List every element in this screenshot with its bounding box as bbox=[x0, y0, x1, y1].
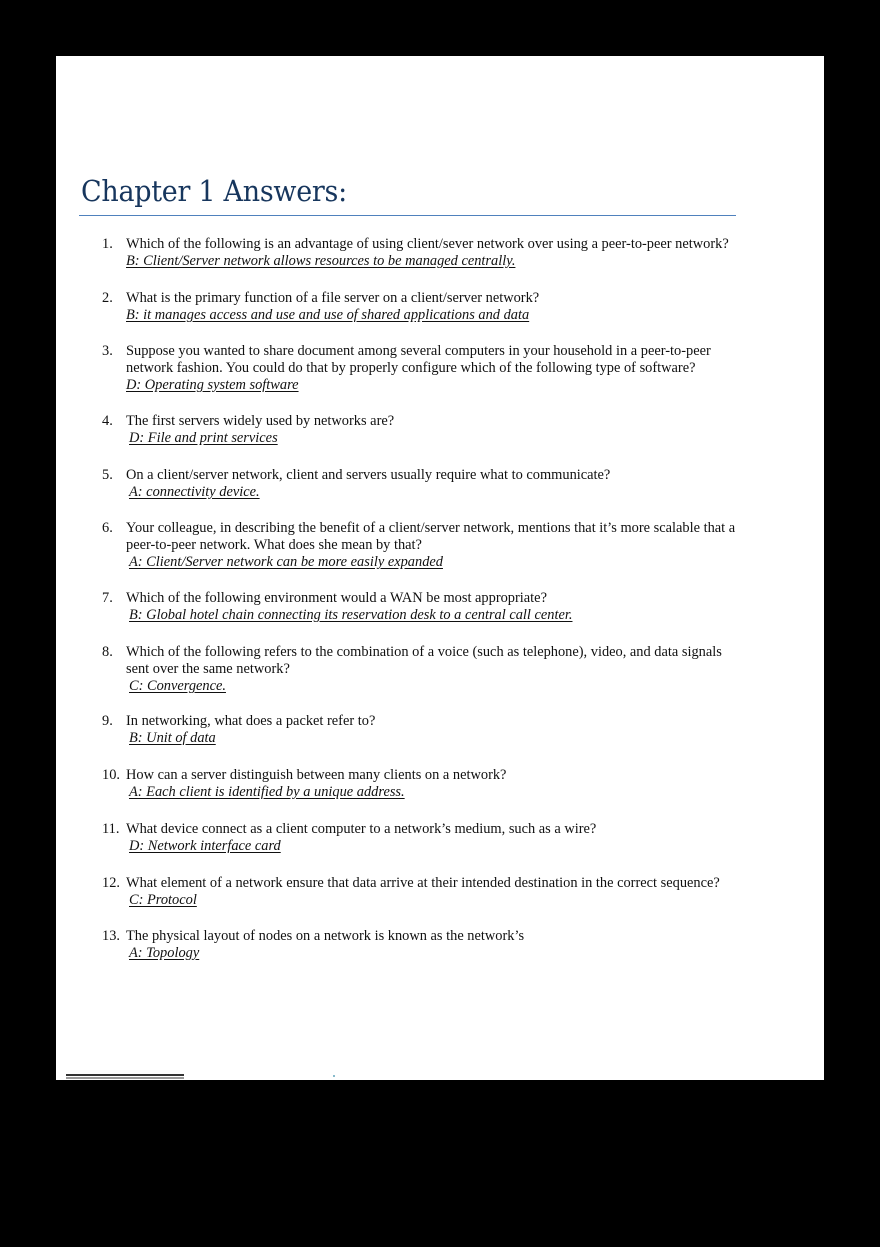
question-item-1 bbox=[102, 236, 742, 270]
question-text: Which of the following refers to the combination of a voice (such as telephone), video, and data signals sent over the same network? bbox=[126, 644, 722, 677]
question-text: What element of a network ensure that data arrive at their intended destination in the correct sequence? bbox=[126, 875, 720, 891]
question-text: On a client/server network, client and servers usually require what to communicate? bbox=[126, 467, 611, 483]
question-item-2 bbox=[102, 290, 742, 324]
question-text: Your colleague, in describing the benefit of a client/server network, mentions that it’s more scalable that a peer-to-peer network. What does she mean by that? bbox=[126, 520, 736, 553]
question-text: What is the primary function of a file server on a client/server network? bbox=[126, 290, 540, 306]
answer-text: B: Client/Server network allows resources to be managed centrally. bbox=[126, 253, 516, 269]
answer-text: D: File and print services bbox=[129, 430, 278, 446]
answer-text: D: Network interface card bbox=[129, 838, 281, 854]
question-number: 8. bbox=[102, 644, 113, 660]
title-underline-rule bbox=[79, 215, 736, 216]
question-number: 10. bbox=[102, 767, 120, 783]
document-page bbox=[56, 56, 824, 1080]
answer-text: C: Convergence. bbox=[129, 678, 226, 694]
question-number: 1. bbox=[102, 236, 113, 252]
question-text: Suppose you wanted to share document among several computers in your household in a peer-to-peer network fashion. You could do that by properly configure which of the following type of software? bbox=[126, 343, 711, 376]
question-number: 7. bbox=[102, 590, 113, 606]
question-text: The first servers widely used by networks are? bbox=[126, 413, 395, 429]
question-item-5 bbox=[102, 467, 742, 501]
answer-text: B: Unit of data bbox=[129, 730, 216, 746]
question-number: 11. bbox=[102, 821, 120, 837]
question-text: The physical layout of nodes on a network is known as the network’s bbox=[126, 928, 525, 944]
question-item-11 bbox=[102, 821, 742, 855]
question-number: 3. bbox=[102, 343, 113, 359]
question-item-4 bbox=[102, 413, 742, 447]
answer-text: A: Topology bbox=[129, 945, 200, 961]
answer-text: C: Protocol bbox=[129, 892, 197, 908]
question-text: How can a server distinguish between many clients on a network? bbox=[126, 767, 507, 783]
question-item-10 bbox=[102, 767, 742, 801]
question-item-12 bbox=[102, 875, 742, 909]
answer-text: B: it manages access and use and use of shared applications and data bbox=[126, 307, 530, 323]
answer-text: D: Operating system software bbox=[126, 377, 299, 393]
page-title: Chapter 1 Answers: bbox=[81, 174, 347, 208]
question-item-6 bbox=[102, 520, 742, 571]
question-number: 13. bbox=[102, 928, 120, 944]
question-number: 9. bbox=[102, 713, 113, 729]
question-item-8 bbox=[102, 644, 742, 695]
question-text: Which of the following environment would a WAN be most appropriate? bbox=[126, 590, 547, 606]
question-item-9 bbox=[102, 713, 742, 747]
answer-text: A: Client/Server network can be more easily expanded bbox=[129, 554, 443, 570]
answer-text: A: Each client is identified by a unique address. bbox=[129, 784, 405, 800]
footer-rule bbox=[66, 1074, 184, 1079]
footer-mark bbox=[333, 1075, 335, 1077]
answer-text: A: connectivity device. bbox=[129, 484, 260, 500]
question-item-7 bbox=[102, 590, 742, 624]
question-text: In networking, what does a packet refer to? bbox=[126, 713, 376, 729]
question-text: Which of the following is an advantage of using client/sever network over using a peer-to-peer network? bbox=[126, 236, 729, 252]
answer-text: B: Global hotel chain connecting its reservation desk to a central call center. bbox=[129, 607, 573, 623]
question-number: 6. bbox=[102, 520, 113, 536]
question-number: 12. bbox=[102, 875, 120, 891]
question-number: 5. bbox=[102, 467, 113, 483]
question-number: 2. bbox=[102, 290, 113, 306]
question-number: 4. bbox=[102, 413, 113, 429]
question-item-13 bbox=[102, 928, 742, 962]
question-text: What device connect as a client computer to a network’s medium, such as a wire? bbox=[126, 821, 597, 837]
question-item-3 bbox=[102, 343, 742, 394]
